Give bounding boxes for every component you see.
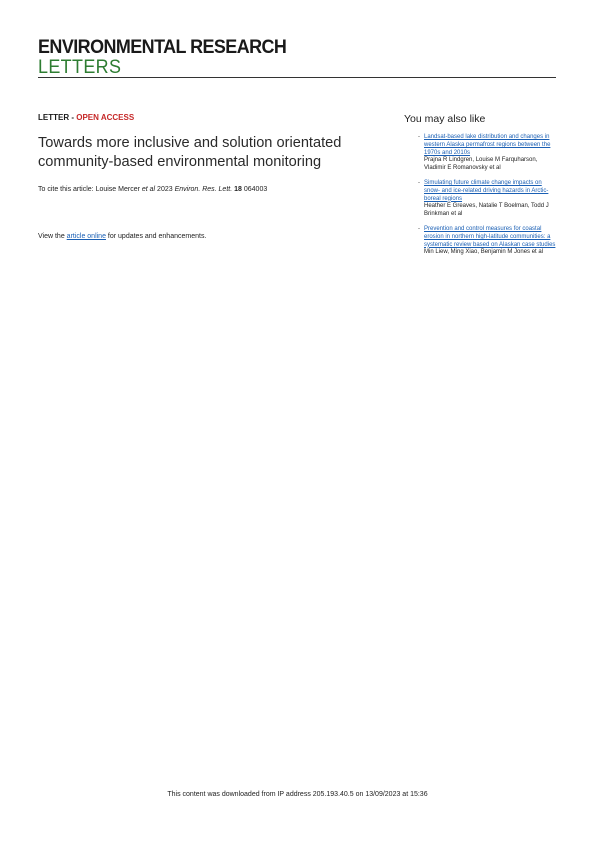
type-separator: - — [69, 113, 77, 122]
related-article-authors: Min Liew, Ming Xiao, Benjamin M Jones et al — [424, 249, 544, 256]
view-online-suffix: for updates and enhancements. — [105, 233, 207, 240]
related-article-link[interactable]: Simulating future climate change impacts on snow- and ice-related driving hazards in Arctic-boreal regions — [424, 179, 549, 202]
download-footer: This content was downloaded from IP address 205.193.40.5 on 13/09/2023 at 15:36 — [167, 791, 428, 798]
citation-volume: 18 — [234, 186, 242, 193]
related-article-item — [418, 180, 558, 219]
article-title: Towards more inclusive and solution orientated community-based environmental monitoring — [38, 135, 342, 170]
view-online-line — [38, 233, 206, 240]
bullet-icon: - — [418, 134, 420, 140]
letter-label: LETTER — [38, 113, 70, 122]
open-access-label: OPEN ACCESS — [76, 113, 135, 122]
bullet-icon: - — [418, 179, 420, 186]
header-divider — [38, 77, 556, 78]
journal-name-line1: ENVIRONMENTAL RESEARCH — [38, 36, 287, 58]
related-article-authors: Heather E Greaves, Natalie T Boelman, Todd J Brinkman et al — [424, 203, 549, 218]
related-articles-list — [418, 134, 558, 264]
related-article-link[interactable]: Landsat-based lake distribution and changes in western Alaska permafrost regions between the 1970s and 2010s — [424, 134, 551, 156]
citation-article-number: 064003 — [241, 186, 268, 193]
journal-logo — [38, 37, 308, 77]
article-type-label — [38, 113, 134, 122]
related-article-authors: Prajna R Lindgren, Louise M Farquharson, Vladimir E Romanovsky et al — [424, 157, 538, 172]
related-article-item — [418, 226, 558, 257]
citation-year: 2023 — [155, 186, 175, 193]
related-article-link[interactable]: Prevention and control measures for coastal erosion in northern high-latitude communities: a systematic review based on Alaskan case studies — [424, 225, 556, 248]
article-online-link[interactable]: article online — [66, 233, 106, 240]
citation-et-al: et al — [141, 186, 156, 193]
citation-prefix: To cite this article: Louise Mercer — [38, 186, 142, 193]
citation-journal: Environ. Res. Lett. — [174, 186, 233, 193]
related-articles-heading: You may also like — [404, 113, 486, 125]
journal-name-line2: LETTERS — [38, 56, 122, 78]
related-article-item — [418, 134, 558, 173]
citation-line — [38, 186, 267, 193]
bullet-icon: - — [418, 225, 420, 232]
view-online-prefix: View the — [38, 233, 67, 240]
